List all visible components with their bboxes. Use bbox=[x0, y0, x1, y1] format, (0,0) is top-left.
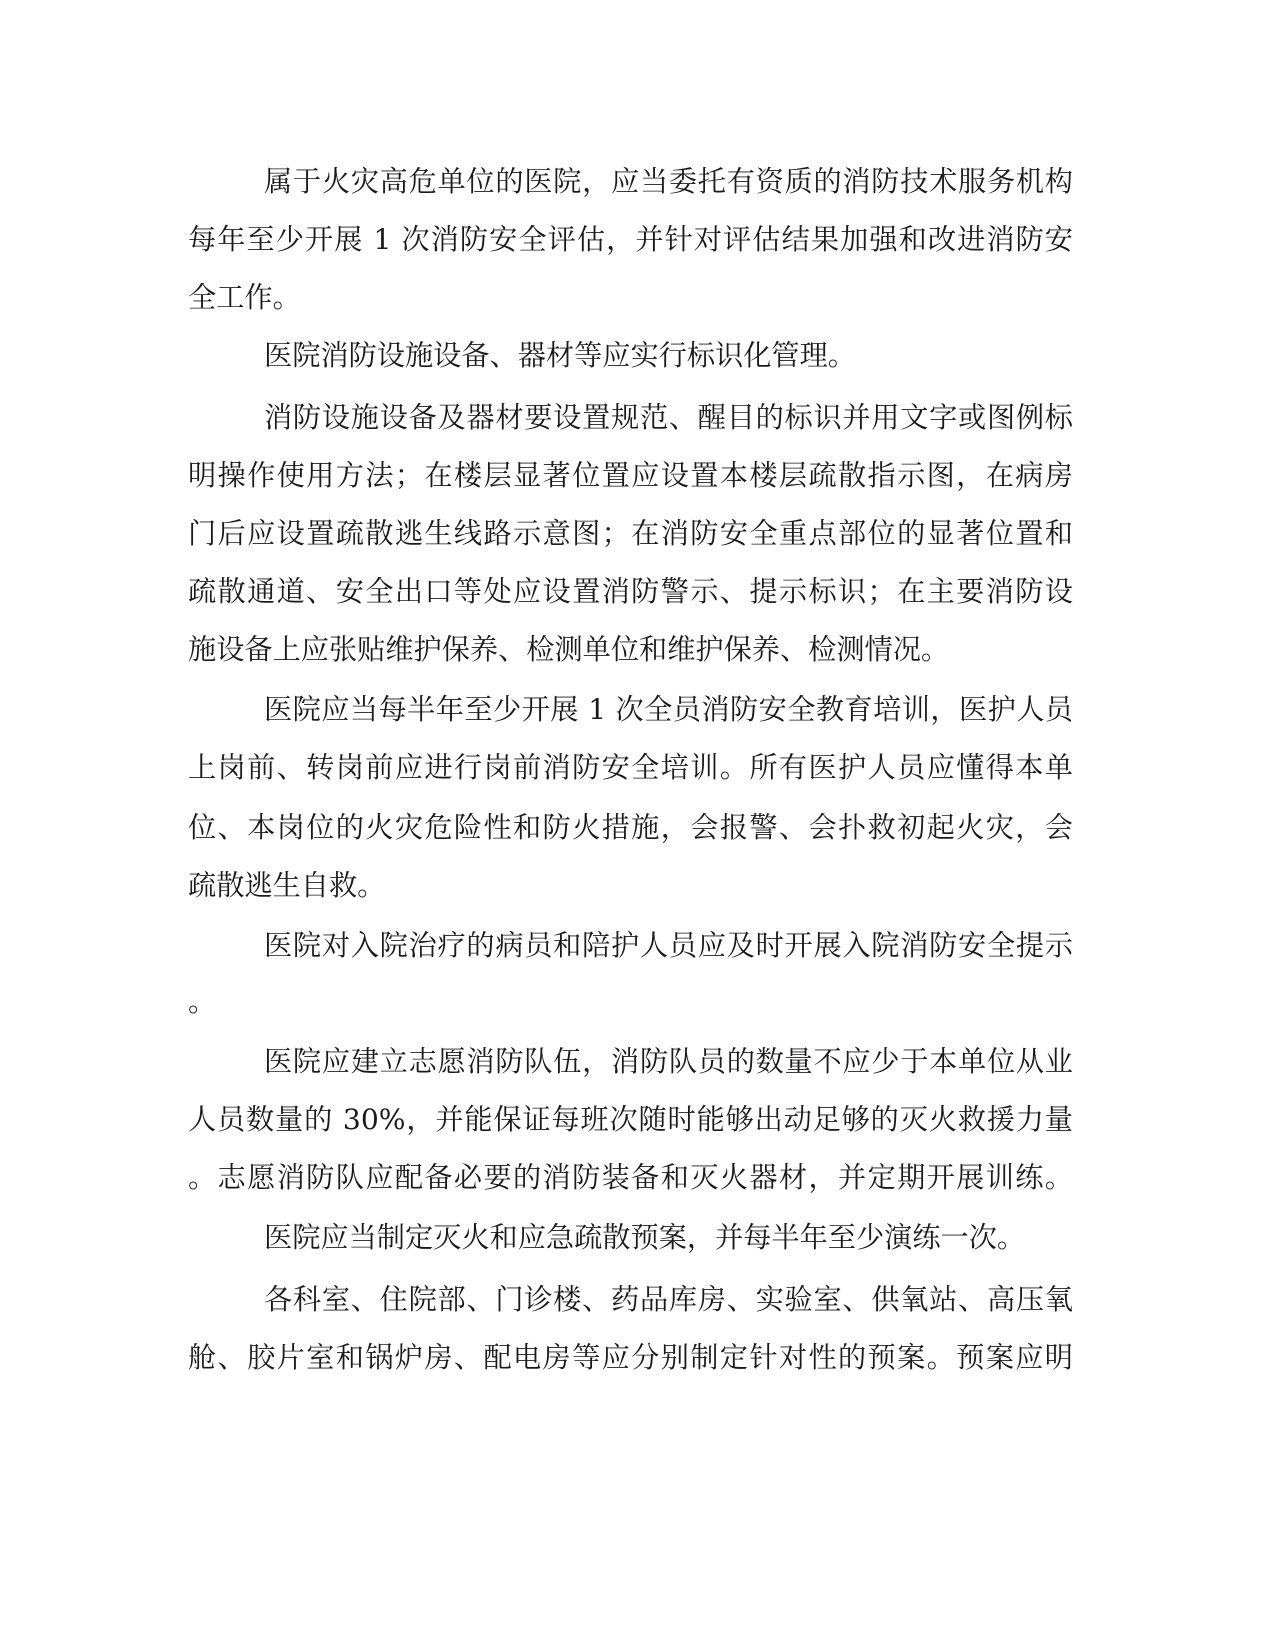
paragraph-3-line-1: 消防设施设备及器材要设置规范、醒目的标识并用文字或图例标 bbox=[264, 401, 1073, 434]
paragraph-6-line-2: 人员数量的 30%，并能保证每班次随时能够出动足够的灭火救援力量 bbox=[188, 1103, 1073, 1136]
paragraph-4-line-2: 上岗前、转岗前应进行岗前消防安全培训。所有医护人员应懂得本单 bbox=[188, 751, 1073, 784]
paragraph-4-line-3: 位、本岗位的火灾危险性和防火措施，会报警、会扑救初起火灾，会 bbox=[188, 811, 1073, 844]
paragraph-1-line-3: 全工作。 bbox=[188, 281, 301, 314]
paragraph-2-line-1: 医院消防设施设备、器材等应实行标识化管理。 bbox=[264, 339, 856, 372]
paragraph-1-line-2: 每年至少开展 1 次消防安全评估，并针对评估结果加强和改进消防安 bbox=[188, 223, 1073, 256]
paragraph-3-line-2: 明操作使用方法；在楼层显著位置应设置本楼层疏散指示图，在病房 bbox=[188, 459, 1073, 492]
paragraph-8-line-2: 舱、胶片室和锅炉房、配电房等应分别制定针对性的预案。预案应明 bbox=[188, 1341, 1073, 1374]
paragraph-5-line-2: 。 bbox=[188, 985, 217, 1018]
paragraph-1-line-1: 属于火灾高危单位的医院，应当委托有资质的消防技术服务机构 bbox=[264, 165, 1073, 198]
paragraph-3-line-5: 施设备上应张贴维护保养、检测单位和维护保养、检测情况。 bbox=[188, 633, 950, 666]
paragraph-8-line-1: 各科室、住院部、门诊楼、药品库房、实验室、供氧站、高压氧 bbox=[264, 1283, 1073, 1316]
paragraph-5-line-1: 医院对入院治疗的病员和陪护人员应及时开展入院消防安全提示 bbox=[264, 929, 1073, 962]
paragraph-6-line-1: 医院应建立志愿消防队伍，消防队员的数量不应少于本单位从业 bbox=[264, 1045, 1073, 1078]
paragraph-4-line-1: 医院应当每半年至少开展 1 次全员消防安全教育培训，医护人员 bbox=[264, 693, 1073, 726]
paragraph-3-line-4: 疏散通道、安全出口等处应设置消防警示、提示标识；在主要消防设 bbox=[188, 575, 1073, 608]
paragraph-6-line-3: 。志愿消防队应配备必要的消防装备和灭火器材，并定期开展训练。 bbox=[188, 1161, 1073, 1194]
paragraph-4-line-4: 疏散逃生自救。 bbox=[188, 869, 386, 902]
paragraph-7-line-1: 医院应当制定灭火和应急疏散预案，并每半年至少演练一次。 bbox=[264, 1221, 1026, 1254]
paragraph-3-line-3: 门后应设置疏散逃生线路示意图；在消防安全重点部位的显著位置和 bbox=[188, 517, 1073, 550]
